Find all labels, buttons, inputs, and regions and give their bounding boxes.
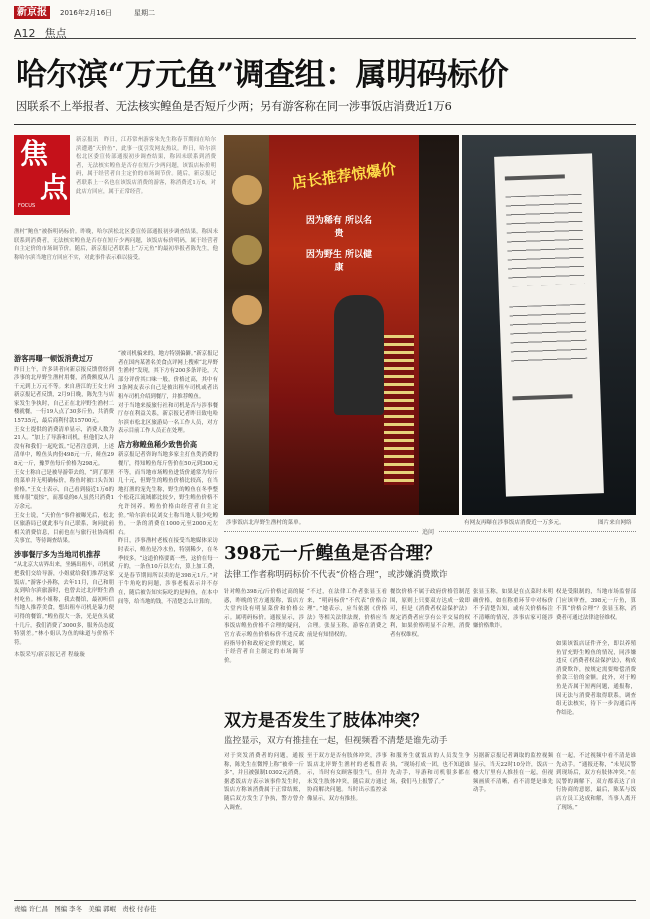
section3-col-2: 至于双方是否有肢体冲突，涉事饭店北岸野生渔村的老板曾表示，当时有女顾客很生气，但并未发生肢体冲突，随后双方通过协商解决问题。当时出示监控录像显示，双方有推挂。 — [307, 753, 387, 802]
receipt-photo — [462, 135, 636, 515]
byline: 本版采写/新京报记者 程璇璇 — [14, 652, 85, 659]
section2-col-5: 权是受限制的，当地市场监督部门应该审查，398元一斤鱼，算不算“价格合理”？张显玉称，消费者可通过法律途径维权。 — [556, 589, 636, 621]
masthead — [14, 6, 636, 20]
badge-char-1: 焦 — [20, 137, 49, 170]
badge-label: FOCUS — [18, 203, 36, 209]
menu-photo-caption: 涉事饭店北岸野生渔村的菜单。 — [226, 520, 305, 526]
section2-col-1: 针对鳇鱼398元/斤价格过高的疑惑，昨晚的官方通报称，饭店方大堂内设有明显菜价和价格公示。属明码标价。通报显示，涉事饭店鳇鱼价格不合理的疑问，官方表示鳇鱼价格标价不违反政府指导价和政府定价的规定，属于经营者自主制定的市场调节价。 — [224, 589, 304, 664]
rule — [14, 124, 636, 125]
menu-banner-title: 店长推荐惊爆价 — [290, 159, 398, 193]
mid-para-2: 对于当地来接旅行社和司机是否与涉事餐厅存在利益关系，新京报记者昨日致电哈尔滨市松北区旅游局一名工作人员，对方表示目前工作人员正在处理。 — [118, 402, 218, 435]
section3-col-4: 另据新京报记者调取的监控视频显示，当天22时10分许，饭店一楼大厅里有人推挂在一起，但视频画质不清晰，看不清楚是谁先动手。 — [473, 753, 553, 794]
left-intro: 渔村“鲍鱼”被指明码标价。昨晚，哈尔滨松北区委宣传部通报初步调查结果，称因未联系到消费者，无法核实鳇鱼是否存在短斤少两问题，该饭店标价明码，属于经营者自主定价的市场调节价。随后，新京报记者联系上“万元鱼”的最初举报者陈先生，他称哈尔滨当地官方回应不实，对此事件表示难以接受。 — [14, 229, 218, 261]
mid-para-1: “被司机骗来的，地方特别偏僻。”新京报记者在国内某著名美食点评网上搜索“北岸野生渔村”发现，其下方有200多条评论，大部分评价其口味一般，价格过高，其中有3条网友表示自己是被出租车司机或者出租车司机介绍到餐厅，并推荐鳇鱼。 — [118, 351, 218, 400]
mid-para-4: 昨日，涉事渔村老板在接受当地媒体采访时表示，鳇鱼是冷水鱼，特别稀少，在冬季较多。“这道价格要离一些，这价在每一斤的，一条鱼10斤以左右，算上加工费，又是春节期间所以卖的是398元1斤。”对于牛角吃的问题，涉事老板表示并不存在，随后被告知实际吃的是鲟鱼，在本中间等，给当地的钱，不清楚怎么计算的。 — [118, 538, 218, 605]
main-headline: 哈尔滨“万元鱼”调查组：属明码标价 — [16, 57, 509, 93]
left-para-3: 王女士称自己是被导游带去的，“到了那里的菜单并无明确标价，称鱼时被口头告知价格。”王女士表示，自己看到接近1万6的账单很“震惊”，而那桌的6人虽然只消费1万余元。 — [14, 469, 114, 510]
menu-photo — [224, 135, 459, 515]
section2-headline: 398元一斤鳇鱼是否合理？ — [224, 543, 442, 564]
section2-deck: 法律工作者称明码标价不代表“价格合理”，或涉嫌消费欺诈 — [224, 570, 448, 580]
section3-col-5: 在一起，不过视频中看不清是谁先动手。“通报还称，“未见民警到现场后，双方有肢体冲突。”在民警的调解下，双方都表达了自行协商的意愿，最后，陈某与饭店方员工达成和解，当事人离开了现场。” — [556, 753, 636, 811]
left-para-1: 昨日上午，许多读者向新京报反馈曾经到涉事的北岸野生渔村用餐，消费额度从几千元到上万元不等。来自唐江的王女士向新京报记者反馈，2月9日晚，陈先生与店家发生争执时，自己正在北岸野生渔村二楼就餐，一行19人点了30多斤鱼，共消费15735元，最后商利付款15700元。 — [14, 366, 114, 425]
page-number: A12 — [14, 27, 36, 40]
section3-col-3: 和服务生就饭店的人员发生争执，“现场打成一团，也不知道谁先动手，导游和司机很多都在场，我们马上报警了。” — [390, 753, 470, 785]
masthead-weekday: 星期二 — [134, 9, 155, 17]
left-para-2: 王女士提供的消费清单显示，消费人数为21人。“加上了导游和司机，但他们2人并没有和我们一起吃饭。”记者注意到，上述清单中，鳇鱼头肉份498元一斤，鲑鱼298元一斤，豫罗鱼每斤价格为298元。 — [14, 426, 114, 468]
footer-rule — [14, 900, 636, 901]
subhead-left-1: 游客再曝一顿饭消费过万 — [14, 354, 94, 363]
section2-col-6: 如果该饭店证件齐全，即以养殖鱼冒充野生鳇鱼的情况，同涉嫌违反《消费者权益保护法》，构成消费欺诈，按规定需要赔偿消费价款三倍的金额。此外，对于鳇鱼是否属于短两问题，通报称，因无法与消费者取得联系，调查组无法核实，待下一步沟通后再作结论。 — [556, 641, 636, 716]
subhead-mid-1: 店方称鳇鱼稀少致售价高 — [118, 439, 198, 449]
photo-credit: 图片来自网络 — [598, 520, 632, 526]
left-para-5: “从北京大店界出来，坐辆出租车，司机就把我们交给导游，小姐就给我们推荐这家饭店。”游客小孙称，去年11月，自己和朋友到哈尔滨旅游时，也曾去过北岸野生渔村吃鱼。林小姐称，我去餐馆，最初听信当地人推荐美食，想出租车司机是暴力便可得的餐馆。”鳇鱼很大一条，光是鱼头就十几斤，我们消费了3000多，服务员态度特别差。”林小姐认为鱼的味道与价格不符。 — [14, 562, 114, 646]
section3-deck: 监控显示，双方有推挂在一起，但视频看不清楚是谁先动手 — [224, 736, 448, 746]
left-column — [14, 350, 114, 898]
footer-credits: 责编 许仁昌 图编 李冬 美编 郭岷 责校 付春佳 — [14, 905, 157, 913]
sub-headline: 因联系不上举报者、无法核实鳇鱼是否短斤少两；另有游客称在同一涉事饭店消费近1万6 — [16, 100, 452, 113]
focus-badge — [14, 135, 70, 215]
masthead-logo: 新京报 — [14, 6, 50, 19]
mid-column — [118, 350, 218, 898]
left-para-4: 王女士说，“天价鱼”事件被曝光后，松北区旅游局已就此事与自己联系，询问此前相关消费信息，目前也在与旅行社协商相关事宜，等待调查结果。 — [14, 512, 114, 545]
section2-col-3: 餐饮价格不属于政府价格管制范围，原则上只要双方达成一致即可，但是《消费者权益保护法》规定消费者应享有公平交易的权利，如果价格明显不合理，消费者有权维权。 — [390, 589, 470, 638]
menu-banner-sub: 因为稀有 所以名贵 — [305, 216, 373, 239]
section2-col-4: 张显玉称，如果是在点菜时未明确价格，如在称重环节中对标价不予清楚告知，或有关价格标注不清晰的情况，涉事店家可能涉嫌价格欺诈。 — [473, 589, 553, 630]
receipt-photo-caption: 有网友再曝在涉事饭店消费近一万多元。 — [464, 520, 565, 526]
subhead-left-2: 涉事餐厅多为当地司机推荐 — [14, 549, 101, 559]
lead-box: 新京报讯 昨日，江苏常州游客朱先生称春节期间在哈尔滨遭遇“天价鱼”，此事一度引发网友热议。昨日，哈尔滨松北区委宣传部通报初步调查结果，称因未联系到消费者，无法核实鳇鱼是否存在短斤少两问题，该饭店标价明码，属于经营者自主定价的市场调节价。随后，新京报记者联系上一名也在该饭店消费的游客，称消费近1万6，对此店方回应，属于正常经营。 — [76, 137, 216, 195]
divider-label: 追问 — [418, 527, 438, 536]
section3-col-1: 对于突发消费者的问题，通报称，陈先生在微博上称“被牵一斤多”，并且被强制10302元消费。据悉饭店方表示该事件发生时，饭店方称该消费属于正常结账，随后双方发生了争执，警方曾介入调查。 — [224, 753, 304, 811]
badge-char-2: 点 — [40, 171, 69, 204]
section2-col-2: “不过，在法律工作者张显玉看来，“明码标价”不代表“价格合理”。”她表示，应当依据《价格法》等相关法律法规，价格应当合理。张显玉称，游客在消费之前是有知情权的。 — [307, 589, 387, 638]
section-bar — [14, 22, 636, 39]
section-name: 焦点 — [44, 27, 67, 40]
section3-headline: 双方是否发生了肢体冲突？ — [224, 711, 428, 731]
masthead-date: 2016年2月16日 — [60, 9, 113, 17]
mid-para-3: 新京报记者咨询当地多家主打鱼类消费的餐厅，得知鳇鱼每斤售价在50元到300元不等，而当地市场鳇鱼进货价通常为每斤几十元，但野生的鳇鱼价格比较高，在当地打渔的宠先生称，野生的鳇鱼在冬季整个松花江流域都比较少，野生鳇鱼价格不允许饲养。鳇鱼价格由经营者自主定价。”哈尔滨市民刘女士称当地人很少吃鳇鱼，一条的消费在1000元至2000元左右。 — [118, 452, 218, 536]
menu-banner-sub2: 因为野生 所以健康 — [305, 250, 373, 273]
